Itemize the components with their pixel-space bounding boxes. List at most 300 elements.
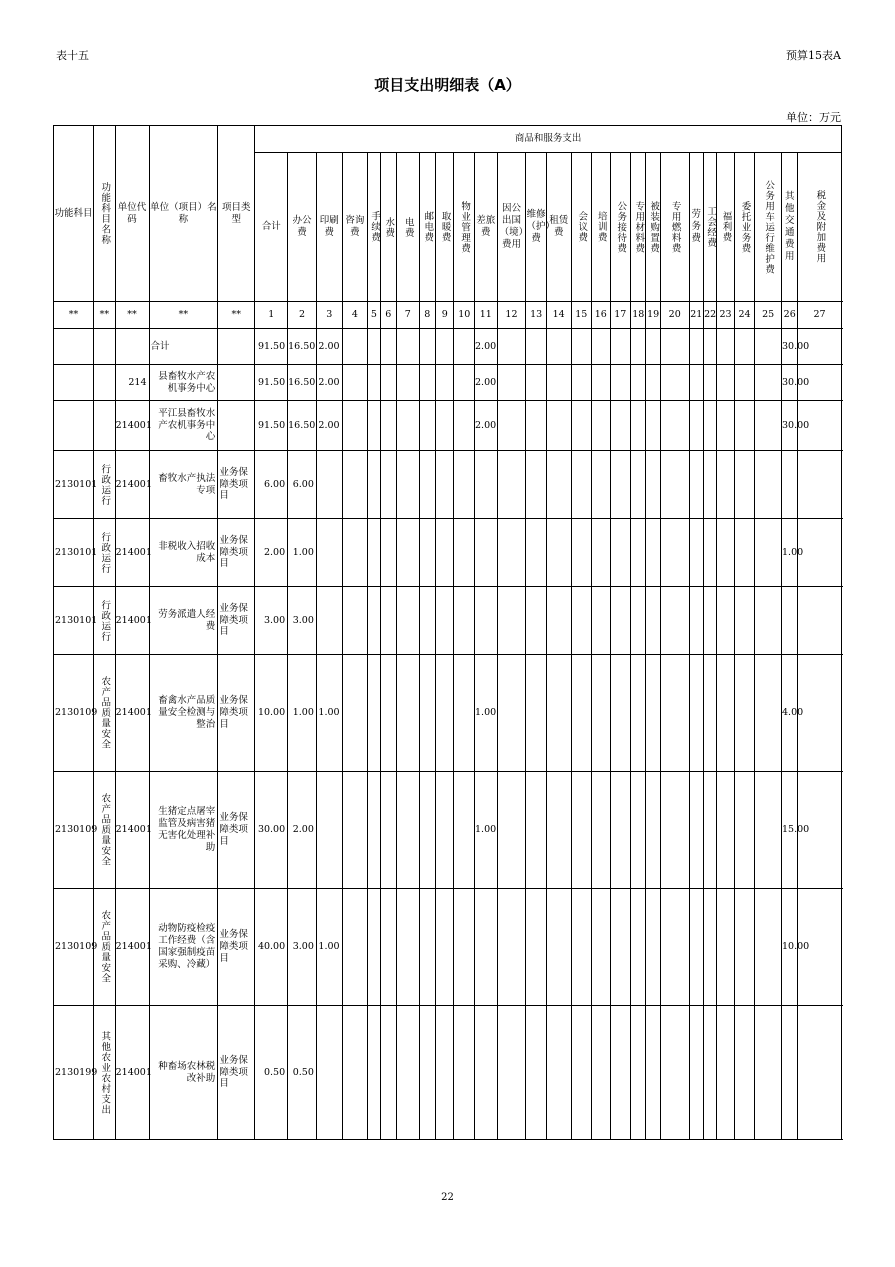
column-header [717,153,734,302]
print-cell: 1.00 [316,889,342,1006]
index-cell: 19 [646,302,660,329]
amount-cell [755,655,782,772]
amount-cell [368,519,380,587]
index-row [54,302,842,329]
page-number: 22 [441,1192,454,1203]
amount-cell [571,587,592,655]
column-header-text: 福利费 [720,211,732,243]
index-cell: ** [54,302,94,329]
amount-cell [717,519,734,587]
func-name-text: 行政运行 [99,599,111,642]
amount-cell [526,655,547,772]
amount-cell [592,772,610,889]
func-code-cell: 2130109 [54,655,94,772]
column-header [798,153,841,302]
func-name-text: 行政运行 [99,463,111,506]
total-cell: 91.50 [255,329,288,365]
print-cell [316,587,342,655]
amount-cell [717,587,734,655]
amount-cell [592,451,610,519]
amount-cell [396,655,419,772]
func-code-cell: 2130199 [54,1006,94,1140]
column-header: 咨询费 [342,153,368,302]
amount-cell [646,655,660,772]
func-code-cell: 2130109 [54,889,94,1006]
amount-cell [755,365,782,401]
print-cell [316,451,342,519]
amount-cell [703,772,716,889]
amount-cell [592,587,610,655]
form-code-left: 表十五 [56,49,89,62]
index-cell: 27 [798,302,841,329]
amount-cell [497,587,526,655]
amount-cell [454,889,475,1006]
amount-cell [610,655,631,772]
func-name-cell [94,329,116,365]
unit-name-header: 单位（项目）名称 [149,126,218,302]
amount-cell [380,401,396,451]
amount-cell [631,587,646,655]
amount-cell [631,1006,646,1140]
other-transport-cell: 4.00 [782,655,798,772]
amount-cell [419,401,435,451]
travel-cell [475,889,498,1006]
other-transport-cell: 30.00 [782,365,798,401]
amount-cell [497,401,526,451]
amount-cell [396,587,419,655]
amount-cell [435,889,453,1006]
amount-cell [454,587,475,655]
column-header [592,153,610,302]
amount-cell [454,401,475,451]
total-cell: 0.50 [255,1006,288,1140]
amount-cell [689,1006,703,1140]
amount-cell [497,451,526,519]
amount-cell [571,451,592,519]
index-cell: 12 [497,302,526,329]
column-header [454,153,475,302]
travel-cell [475,451,498,519]
amount-cell [435,451,453,519]
amount-cell [368,772,380,889]
amount-cell [610,587,631,655]
other-transport-cell: 15.00 [782,772,798,889]
amount-cell [646,772,660,889]
amount-cell [755,451,782,519]
index-cell: ** [94,302,116,329]
amount-cell [689,655,703,772]
column-header [419,153,435,302]
amount-cell [380,1006,396,1140]
print-cell: 2.00 [316,365,342,401]
func-code-cell: 2130101 [54,587,94,655]
travel-cell: 1.00 [475,655,498,772]
amount-cell [368,451,380,519]
table-row [54,587,842,655]
amount-cell [526,772,547,889]
index-cell: 25 [755,302,782,329]
amount-cell [689,401,703,451]
total-cell: 2.00 [255,519,288,587]
column-header-text: 公务接待费 [615,200,627,254]
column-header [755,153,782,302]
amount-cell [734,365,755,401]
unit-name-cell: 平江县畜牧水产农机事务中心 [149,401,218,451]
amount-cell [546,655,571,772]
unit-name-cell: 非税收入招收成本 [149,519,218,587]
amount-cell [755,772,782,889]
amount-cell [497,1006,526,1140]
amount-cell [380,365,396,401]
total-cell: 3.00 [255,587,288,655]
table-row [54,329,842,365]
amount-cell [419,655,435,772]
travel-cell: 2.00 [475,365,498,401]
column-header-text: 水费 [383,216,395,238]
other-transport-cell [782,1006,798,1140]
travel-cell [475,519,498,587]
project-type-cell: 业务保障类项目 [218,451,255,519]
amount-cell [435,401,453,451]
index-cell: 13 [526,302,547,329]
index-cell: 3 [316,302,342,329]
amount-cell [703,329,716,365]
unit-name-cell: 畜牧水产执法专项 [149,451,218,519]
total-cell: 40.00 [255,889,288,1006]
amount-cell [717,655,734,772]
project-type-cell: 业务保障类项目 [218,889,255,1006]
amount-cell [546,451,571,519]
index-cell: 7 [396,302,419,329]
amount-cell [571,365,592,401]
amount-cell [660,365,689,401]
amount-cell [396,401,419,451]
column-header-text: 会议费 [576,211,588,243]
amount-cell [646,1006,660,1140]
print-cell: 2.00 [316,401,342,451]
amount-cell [526,1006,547,1140]
index-cell: 14 [546,302,571,329]
unit-code-cell: 214001 [115,655,149,772]
amount-cell [546,519,571,587]
index-cell: ** [218,302,255,329]
index-cell: 24 [734,302,755,329]
amount-cell [660,451,689,519]
travel-cell: 2.00 [475,329,498,365]
amount-cell [689,329,703,365]
office-cell: 3.00 [288,587,317,655]
amount-cell [396,1006,419,1140]
amount-cell [798,587,841,655]
amount-cell [380,451,396,519]
unit-code-cell: 214001 [115,519,149,587]
amount-cell [380,889,396,1006]
project-type-cell [218,329,255,365]
amount-cell [497,365,526,401]
amount-cell [646,587,660,655]
amount-cell [734,401,755,451]
column-header: 印刷费 [316,153,342,302]
print-cell: 2.00 [316,329,342,365]
unit-name-cell: 劳务派遣人经费 [149,587,218,655]
amount-cell [798,451,841,519]
amount-cell [419,451,435,519]
amount-cell [497,889,526,1006]
amount-cell [610,401,631,451]
unit-code-cell: 214001 [115,889,149,1006]
amount-cell [717,401,734,451]
column-header: 维修（护）费 [526,153,547,302]
column-header [660,153,689,302]
amount-cell [755,401,782,451]
amount-cell [631,519,646,587]
unit-code-cell [115,329,149,365]
amount-cell [610,365,631,401]
office-cell: 16.50 [288,365,317,401]
amount-cell [454,655,475,772]
amount-cell [435,329,453,365]
unit-name-cell: 种畜场农林税改补助 [149,1006,218,1140]
column-header-text: 税金及附加费用 [814,190,826,264]
amount-cell [646,329,660,365]
print-cell [316,772,342,889]
table-row [54,889,842,1006]
total-cell: 6.00 [255,451,288,519]
index-cell: 20 [660,302,689,329]
amount-cell [660,1006,689,1140]
unit-code-cell: 214001 [115,587,149,655]
amount-cell [368,889,380,1006]
amount-cell [546,329,571,365]
amount-cell [435,655,453,772]
amount-cell [734,329,755,365]
amount-cell [571,519,592,587]
amount-cell [734,772,755,889]
office-cell: 3.00 [288,889,317,1006]
total-cell: 10.00 [255,655,288,772]
func-name-header-text: 功能科目名称 [99,182,111,245]
index-cell: 11 [475,302,498,329]
travel-cell: 1.00 [475,772,498,889]
project-type-cell: 业务保障类项目 [218,519,255,587]
amount-cell [396,329,419,365]
amount-cell [497,772,526,889]
amount-cell [592,401,610,451]
goods-services-group-header: 商品和服务支出 [255,126,842,153]
index-cell: 9 [435,302,453,329]
amount-cell [631,365,646,401]
office-cell: 1.00 [288,655,317,772]
amount-cell [798,519,841,587]
amount-cell [646,401,660,451]
unit-name-cell: 生猪定点屠宰监管及病害猪无害化处理补助 [149,772,218,889]
column-header-text: 取暖费 [439,211,451,243]
amount-cell [526,451,547,519]
index-cell: ** [149,302,218,329]
index-cell: 22 [703,302,716,329]
func-name-header [94,126,116,302]
header-row-group [54,126,842,153]
amount-cell [610,772,631,889]
amount-cell [526,365,547,401]
amount-cell [631,329,646,365]
amount-cell [571,329,592,365]
amount-cell [546,772,571,889]
amount-cell [703,889,716,1006]
amount-cell [454,1006,475,1140]
office-cell: 0.50 [288,1006,317,1140]
amount-cell [571,889,592,1006]
office-cell: 16.50 [288,329,317,365]
func-name-text: 农产品质量安全 [99,676,111,750]
amount-cell [592,365,610,401]
amount-cell [497,519,526,587]
unit-code-cell: 214001 [115,451,149,519]
func-code-cell [54,329,94,365]
amount-cell [717,451,734,519]
other-transport-cell [782,451,798,519]
column-header: 合计 [255,153,288,302]
amount-cell [546,889,571,1006]
amount-cell [368,1006,380,1140]
travel-cell: 2.00 [475,401,498,451]
amount-cell [380,772,396,889]
amount-cell [454,451,475,519]
amount-cell [631,401,646,451]
amount-cell [497,329,526,365]
unit-code-header: 单位代码 [115,126,149,302]
total-cell: 30.00 [255,772,288,889]
amount-cell [703,401,716,451]
amount-cell [454,365,475,401]
amount-cell [755,329,782,365]
column-header [435,153,453,302]
index-cell: 21 [689,302,703,329]
unit-name-cell: 动物防疫检疫工作经费（含国家强制疫苗采购、冷藏） [149,889,218,1006]
amount-cell [592,1006,610,1140]
amount-cell [571,401,592,451]
amount-cell [592,329,610,365]
amount-cell [610,329,631,365]
print-cell [316,519,342,587]
unit-name-cell: 县畜牧水产农机事务中心 [149,365,218,401]
amount-cell [689,451,703,519]
column-header [610,153,631,302]
other-transport-cell [782,587,798,655]
project-type-cell: 业务保障类项目 [218,587,255,655]
amount-cell [703,1006,716,1140]
project-type-cell: 业务保障类项目 [218,1006,255,1140]
amount-cell [646,519,660,587]
unit-code-cell: 214001 [115,772,149,889]
amount-cell [419,365,435,401]
func-code-cell: 2130109 [54,772,94,889]
amount-cell [419,889,435,1006]
unit-code-cell: 214 [115,365,149,401]
amount-cell [526,401,547,451]
column-header [396,153,419,302]
unit-label: 单位：万元 [786,111,841,124]
project-type-cell: 业务保障类项目 [218,772,255,889]
column-header [646,153,660,302]
amount-cell [546,365,571,401]
func-name-cell [94,401,116,451]
office-cell: 6.00 [288,451,317,519]
column-header [631,153,646,302]
column-header-text: 物业管理费 [459,200,471,254]
amount-cell [396,889,419,1006]
column-header: 因公出国（境）费用 [497,153,526,302]
func-name-text: 农产品质量安全 [99,793,111,867]
amount-cell [610,451,631,519]
print-cell: 1.00 [316,655,342,772]
amount-cell [734,889,755,1006]
amount-cell [342,401,368,451]
amount-cell [755,1006,782,1140]
amount-cell [646,365,660,401]
amount-cell [703,451,716,519]
column-header: 租赁费 [546,153,571,302]
func-code-header: 功能科目 [54,126,94,302]
column-header: 其他交通费用 [782,153,798,302]
column-header [571,153,592,302]
column-header: 劳务费 [689,153,703,302]
table-row [54,365,842,401]
index-cell: 5 [368,302,380,329]
amount-cell [755,519,782,587]
amount-cell [631,451,646,519]
amount-cell [631,772,646,889]
amount-cell [660,587,689,655]
amount-cell [454,772,475,889]
amount-cell [435,365,453,401]
amount-cell [755,587,782,655]
amount-cell [368,587,380,655]
amount-cell [342,451,368,519]
project-type-header: 项目类型 [218,126,255,302]
table-row [54,1006,842,1140]
other-transport-cell: 30.00 [782,329,798,365]
unit-code-cell: 214001 [115,401,149,451]
func-code-cell: 2130101 [54,519,94,587]
index-cell: 15 [571,302,592,329]
amount-cell [734,451,755,519]
total-cell: 91.50 [255,365,288,401]
func-name-text: 农产品质量安全 [99,910,111,984]
index-cell: 26 [782,302,798,329]
func-code-cell [54,365,94,401]
amount-cell [610,1006,631,1140]
index-cell: 1 [255,302,288,329]
other-transport-cell: 1.00 [782,519,798,587]
amount-cell [717,329,734,365]
index-cell: 17 [610,302,631,329]
amount-cell [342,329,368,365]
amount-cell [526,329,547,365]
func-name-text: 行政运行 [99,531,111,574]
amount-cell [454,329,475,365]
page-title: 项目支出明细表（A） [374,76,521,94]
amount-cell [703,587,716,655]
other-transport-cell: 30.00 [782,401,798,451]
office-cell: 16.50 [288,401,317,451]
amount-cell [798,655,841,772]
unit-name-cell: 畜禽水产品质量安全检测与整治 [149,655,218,772]
amount-cell [734,519,755,587]
expense-detail-table [53,125,842,1140]
amount-cell [396,772,419,889]
amount-cell [798,1006,841,1140]
